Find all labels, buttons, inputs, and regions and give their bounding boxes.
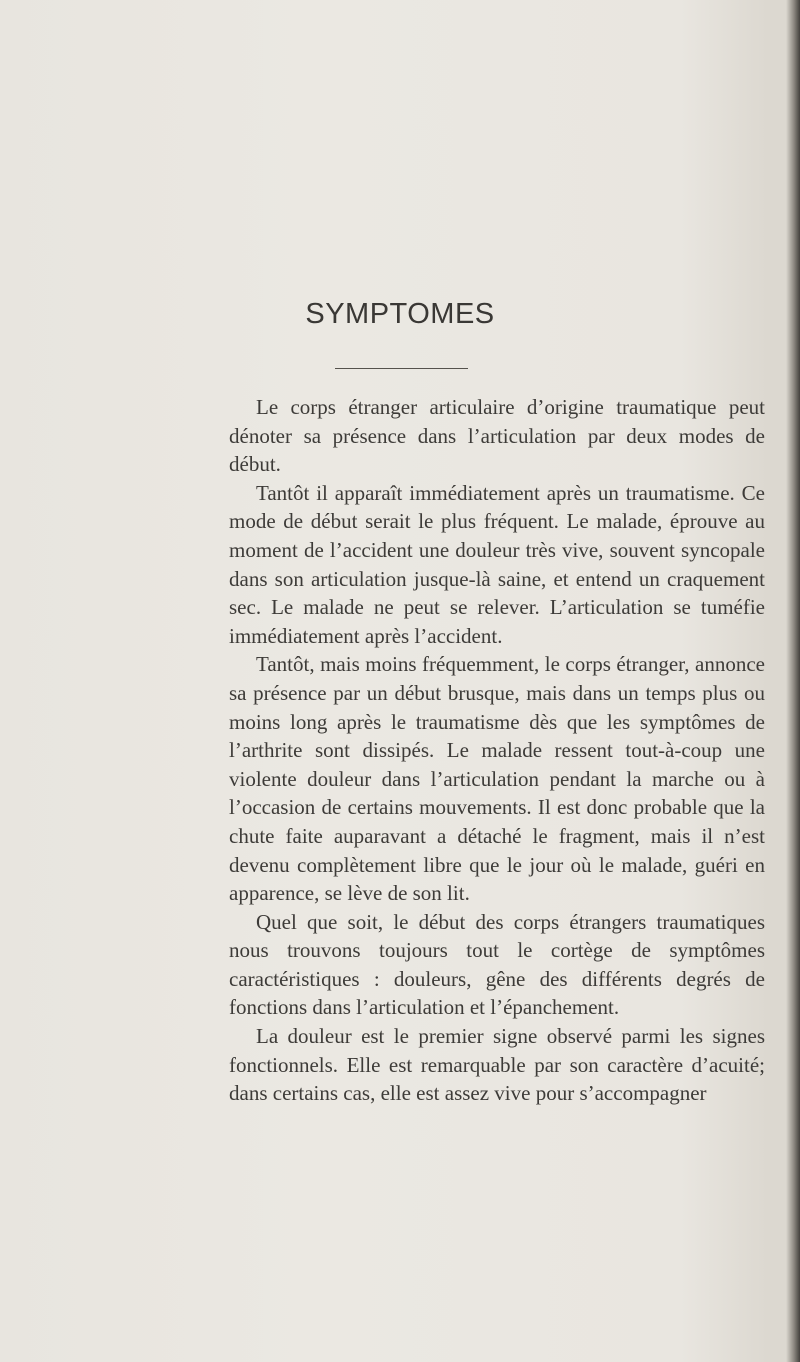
paragraph: Le corps étranger articulaire d’origine traumatique peut dénoter sa présence dans l’articulation par deux modes de début.: [229, 395, 765, 477]
paragraph: Tantôt il apparaît immédiatement après un traumatisme. Ce mode de début serait le plus fréquent. Le malade, éprouve au moment de l’accident une douleur très vive, souvent syncopale dans son articulation jusque-là saine, et entend un craquement sec. Le malade ne peut se relever. L’articulation se tuméfie immédiatement après l’accident.: [229, 480, 765, 648]
paragraph: La douleur est le premier signe observé parmi les signes fonctionnels. Elle est remarquable par son caractère d’acuité; dans certains cas, elle est assez vive pour s’accompagner: [229, 1024, 765, 1106]
chapter-title: SYMPTOMES: [305, 298, 495, 330]
paragraph: Tantôt, mais moins fréquemment, le corps étranger, annonce sa présence par un début brusque, mais dans un temps plus ou moins long après le traumatisme dès que les symptômes de l’arthrite sont dissipés. Le malade ressent tout-à-coup une violente douleur dans l’articulation pendant la marche ou à l’occasion de certains mouvements. Il est donc probable que la chute faite auparavant a détaché le fragment, mais il n’est devenu complètement libre que le jour où le malade, guéri en apparence, se lève de son lit.: [229, 652, 765, 906]
body-text: [229, 393, 765, 1108]
page-edge-shadow: [786, 0, 800, 1362]
paragraph: Quel que soit, le début des corps étrangers traumatiques nous trouvons toujours tout le cortège de symptômes caractéristiques : douleurs, gêne des différents degrés de fonctions dans l’articulation et l’épanchement.: [229, 909, 765, 1020]
title-divider: [335, 368, 468, 369]
